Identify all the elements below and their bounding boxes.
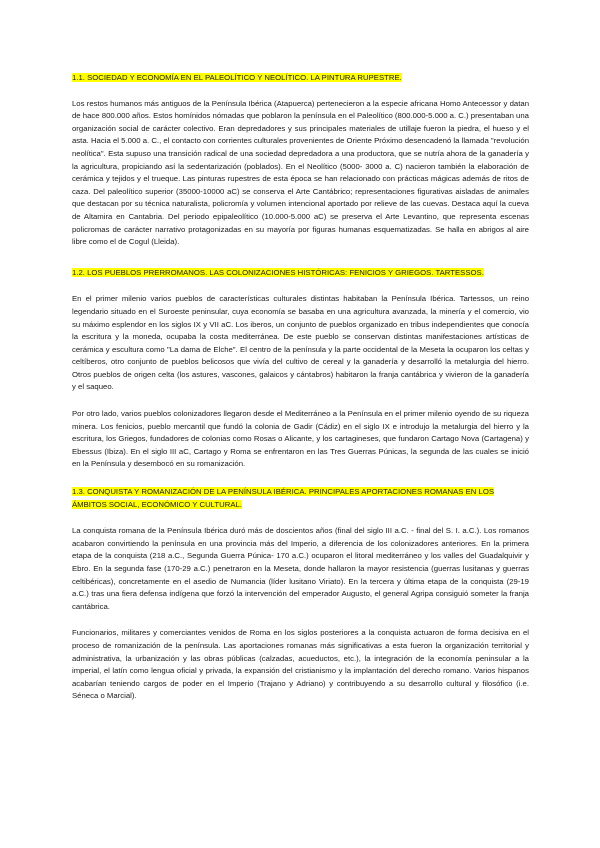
section-3-paragraph-1: La conquista romana de la Península Ibérica duró más de doscientos años (final del siglo III a.C. - final del S. I. a.C.). Los romanos acabaron convirtiendo la península en una provincia más del Imperio, a diferencia de los colonizadores anteriores. En la primera etapa de la conquista (218 a.C., Segunda Guerra Púnica- 170 a.C.) ocuparon el litoral mediterráneo y los valles del Guadalquivir y Ebro. En la segunda fase (170-29 a.C.) penetraron en la Meseta, donde hallaron la mayor resistencia (guerras lusitanas y guerras celtibéricas), concretamente en el asedio de Numancia (líder lusitano Viriato). En la tercera y última etapa de la conquista (29-19 a.C.) tras una fiera defensa indígena que forzó la intervención del emperador Augusto, el general Agripa consiguió someter la franja cantábrica. [72,526,529,611]
section-3-heading [72,486,529,511]
section-2-heading-highlight: 1.2. LOS PUEBLOS PRERROMANOS. LAS COLONIZACIONES HISTÓRICAS: FENICIOS Y GRIEGOS. TARTESSOS. [72,267,484,277]
section-2-paragraph-1: En el primer milenio varios pueblos de características culturales distintas habitaban la Península Ibérica. Tartessos, un reino legendario situado en el Suroeste peninsular, cuya economía se basaba en una agricultura avanzada, la minería y el comercio, vio su máximo esplendor en los siglos IX y VII aC. Los iberos, un conjunto de pueblos organizado en tribus independientes que conocía la escritura y la moneda, ocupaba la costa mediterránea. De este pueblo se conservan distintas manifestaciones artísticas de cerámica y escultura como "La dama de Elche". El centro de la península y la parte occidental de la Meseta la ocuparon los celtas y celtíberos, otro conjunto de pueblos belicosos que vivía del cultivo de cereal y la ganadería y desarrolló la metalurgia del hierro. Otros pueblos de origen celta (los astures, vascones, galaicos y cántabros) habitaron la franja cantábrica y vivieron de la ganadería y el saqueo. [72,294,529,392]
section-2-paragraph-2: Por otro lado, varios pueblos colonizadores llegaron desde el Mediterráneo a la Península en el primer milenio oyendo de su riqueza minera. Los fenicios, pueblo mercantil que fundó la colonia de Gadir (Cádiz) en el siglo IX e introdujo la metalurgia del hierro y la escritura, los Griegos, fundadores de colonias como Rosas o Alicante, y los cartagineses, que fundaron Cartago Nova (Cartagena) y Ebessus (Ibiza). En el siglo III aC, Cartago y Roma se enfrentaron en las Tres Guerras Púnicas, la segunda de las cuales se inició en la Península y desembocó en su romanización. [72,409,529,469]
section-3-paragraph-2: Funcionarios, militares y comerciantes venidos de Roma en los siglos posteriores a la conquista actuaron de forma decisiva en el proceso de romanización de la península. Las aportaciones romanas más significativas a esta fueron la organización territorial y administrativa, la urbanización y las obras públicas (calzadas, acueductos, etc.), la integración de la economía peninsular a la imperial, el latín como lengua oficial y privada, la expansión del cristianismo y la implantación del derecho romano. Varios hispanos acabarían teniendo cargos de poder en el Imperio (Trajano y Adriano) y contribuyendo a su desarrollo cultural y filosófico (i.e. Séneca o Marcial). [72,628,529,701]
section-3-heading-highlight: 1.3. CONQUISTA Y ROMANIZACIÓN DE LA PENÍNSULA IBÉRICA. PRINCIPALES APORTACIONES ROMANAS EN LOS ÁMBITOS SOCIAL, ECONÓMICO Y CULTURAL. [72,487,495,509]
section-1-heading-highlight: 1.1. SOCIEDAD Y ECONOMÍA EN EL PALEOLÍTICO Y NEOLÍTICO. LA PINTURA RUPESTRE. [72,73,402,82]
section-1-heading [72,72,529,85]
section-2-heading [72,267,529,280]
section-1-paragraph-1: Los restos humanos más antiguos de la Península Ibérica (Atapuerca) pertenecieron a la especie africana Homo Antecessor y datan de hace 800.000 años. Estos homínidos nómadas que poblaron la península en el Paleolítico (800.000-5.000 a. C.) presentaban una organización social de carácter colectivo. Eran depredadores y sus principales materiales de utillaje fueron la piedra, el hueso y el asta. Hacia el 5.000 a. C., el contacto con corrientes culturales provenientes de Oriente Próximo desencadenó la llamada "revolución neolítica". Esta supuso una transición radical de una sociedad depredadora a una productora, que se nutría ahora de la ganadería y la agricultura, propiciando así la sedentarización (poblados). En el Neolítico (5000- 3000 a. C) nacieron también la elaboración de cerámica y tejidos y el trueque. Las pinturas rupestres de esta época se han relacionado con prácticas mágicas además de ritos de caza. Del paleolítico superior (35000-10000 aC) se conserva el Arte Cantábrico; representaciones figurativas aisladas de animales que destacan por su técnica naturalista, policromía y volumen intencional aportado por relieve de las cuevas. Destaca aquí la cueva de Altamira en Cantabria. Del periodo epipaleolítico (10.000-5.000 aC) se preserva el Arte Levantino, que representa escenas policromas de carácter narrativo protagonizadas en su mayoría por figuras humanas esquematizadas. Se halla en abrigos al aire libre como el de Cogul (Lleida). [72,98,529,247]
